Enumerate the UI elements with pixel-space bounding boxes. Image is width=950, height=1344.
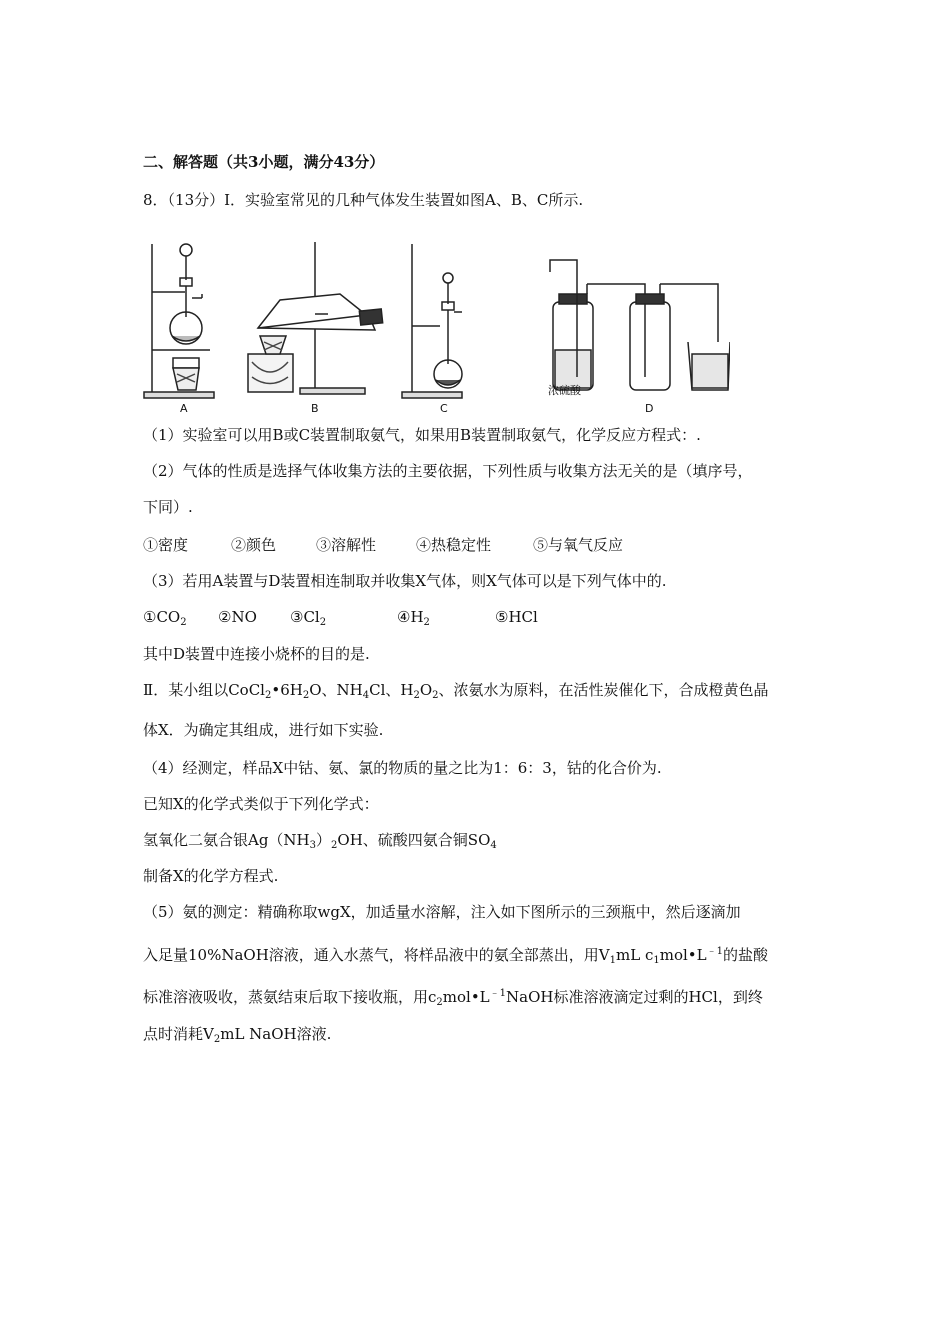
part-5-line-d: 点时消耗$V_2mL$ NaOH溶液. (143, 1025, 332, 1045)
part-4: （4）经测定，样品X中钴、氨、氯的物质的量之比为1：6：3，钴的化合价为. (143, 759, 662, 777)
part-II-line-b: 体X．为确定其组成，进行如下实验. (143, 721, 384, 739)
apparatus-b (248, 242, 383, 394)
part-2-line-b: 下同）. (143, 498, 193, 516)
option-2: ②颜色 (231, 536, 277, 554)
part-II-line-a: Ⅱ．某小组以$CoCl_2•6H_2O$、$NH_4Cl$、$H_2O_2$、浓氨水为原料，在活性炭催化下，合成橙黄色晶 (143, 681, 769, 701)
acid-label: 浓硫酸 (548, 384, 581, 397)
part-4-b: 已知X的化学式类似于下列化学式： (143, 795, 379, 813)
part-3: （3）若用A装置与D装置相连制取并收集X气体，则X气体可以是下列气体中的. (143, 572, 667, 590)
part-4-c: 氢氧化二氨合银$Ag(NH_3)_2OH$、硫酸四氨合铜$SO_4$ (143, 831, 497, 851)
label-a: A (180, 402, 188, 415)
apparatus-d (550, 260, 730, 390)
gas-option-1: $①CO_2$ (143, 608, 187, 628)
question-8-intro: 8．（13分）Ⅰ．实验室常见的几种气体发生装置如图A、B、C所示. (143, 191, 584, 209)
part-5-line-a: （5）氨的测定：精确称取wgX，加适量水溶解，注入如下图所示的三颈瓶中，然后逐滴加 (143, 903, 741, 921)
section-heading: 二、解答题（共3小题，满分43分） (143, 153, 385, 171)
option-4: ④热稳定性 (416, 536, 492, 554)
part-2-line-a: （2）气体的性质是选择气体收集方法的主要依据，下列性质与收集方法无关的是（填序号， (143, 462, 753, 480)
label-d: D (645, 402, 654, 415)
option-1: ①密度 (143, 536, 189, 554)
part-3-b: 其中D装置中连接小烧杯的目的是. (143, 645, 370, 663)
options-gases (143, 607, 538, 633)
part-5-line-c: 标准溶液吸收，蒸氨结束后取下接收瓶，用$c_2mol•L^{﹣1}NaOH$标准溶液滴定过剩的HCl，到终 (143, 988, 763, 1008)
apparatus-c (402, 244, 462, 398)
option-3: ③溶解性 (316, 536, 377, 554)
part-5-line-b: 入足量10%NaOH溶液，通入水蒸气，将样品液中的氨全部蒸出，用$V_1mL$ $c_1mol•L^{﹣1}$的盐酸 (143, 946, 768, 966)
option-5: ⑤与氧气反应 (533, 536, 624, 554)
apparatus-figure (140, 232, 730, 417)
label-b: B (311, 402, 319, 415)
options-properties (143, 535, 623, 555)
gas-option-4: $④H_2$ (397, 608, 430, 628)
part-4-d: 制备X的化学方程式. (143, 867, 279, 885)
gas-option-2: ②NO (218, 608, 257, 626)
gas-option-3: $③Cl_2$ (290, 608, 327, 628)
part-1: （1）实验室可以用B或C装置制取氨气，如果用B装置制取氨气，化学反应方程式：. (143, 426, 701, 444)
apparatus-a (144, 244, 214, 398)
gas-option-5: ⑤HCl (495, 608, 538, 626)
label-c: C (440, 402, 448, 415)
